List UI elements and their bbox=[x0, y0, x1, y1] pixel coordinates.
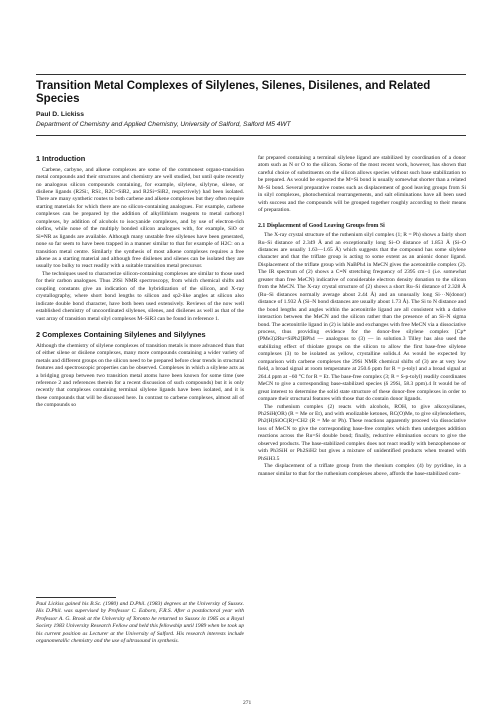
header-divider bbox=[36, 135, 466, 136]
section-heading-silylenes: 2 Complexes Containing Silylenes and Silylynes bbox=[36, 330, 206, 340]
subsection-paragraph-3: The displacement of a triflate group from the rhenium complex (4) by pyridine, in a manner similar to that for the ruthenium complexes above, affords the base-stabilized com- bbox=[258, 463, 466, 477]
left-column bbox=[36, 155, 244, 410]
footnote-rule bbox=[36, 597, 116, 598]
section-heading-introduction: 1 Introduction bbox=[36, 154, 86, 163]
subsection-paragraph-1: The X-ray crystal structure of the ruthenium silyl complex (1; R = Ph) shows a fairly short Ru–Si distance of 2.349 Å and an exceptionally long Si–O distance of 1.853 Å (Si–O distances are usually 1.63—1.65 Å) which suggests that the compound has some silylene character and that the triflate group is acting to some extent as an anionic donor ligand. Displacement of the triflate group with NaBPh4 in MeCN gives the acetonitrile complex (2). The IR spectrum of (2) shows a C≡N stretching frequency of 2395 cm−1 (i.e. somewhat greater than free MeCN) indicative of considerable electron density donation to the silicon from the MeCN. The X-ray crystal structure of (2) shows a short Ru–Si distance of 2.328 Å (Ru–Si distances normally average about 2.44 Å) and an unusually long Si···N(donor) distance of 1.932 Å (Si–N bond distances are usually about 1.73 Å). The Si to N distance and the bond lengths and angles within the acetonitrile ligand are all consistent with a dative interaction between the MeCN and the silicon rather than the presence of an Si–N sigma bond. The acetonitrile ligand in (2) is labile and exchanges with free MeCN via a dissociative process, thus providing evidence for the donor-free silylene complex [Cp*(PMe3)2Ru=SiPh2]BPh4 — analogous to (3) — in solution.3 Tilley has also used the stabilizing effect of thiolate groups on the silicon to allow the first base-free silylene complexes (3) to be isolated as yellow, crystalline solids.4 As would be expected by comparison with carbene complexes the 29Si NMR chemical shifts of (3) are at very low field, a broad signal at room temperature at 250.6 ppm for R = p-tolyl and a broad signal at 264.4 ppm at −60 °C for R = Et. The base-free complex (3; R = S-p-tolyl) readily coordinates MeCN to give a corresponding base-stabilized species (δ 29Si, 58.3 ppm).4 It would be of great interest to determine the solid state structure of these donor-free complexes in order to compare their structural features with those that do contain donor ligands. bbox=[258, 232, 466, 403]
subsection-heading-2-1: 2.1 Displacement of Good Leaving Groups from Si bbox=[258, 222, 385, 229]
section2-continuation-paragraph: far prepared containing a terminal silylene ligand are stabilized by coordination of a donor atom such as N or O to the silicon. Some of the most recent work, however, has shown that careful choice of substituents on the silicon allows species without such base stabilization to be prepared. As would be expected the M=Si bond is usually somewhat shorter than a related M–Si bond. Several preparative routes such as displacement of good leaving groups from Si in silyl complexes, photochemical rearrangements, and salt eliminations have all been used with success and the compounds will be grouped together roughly according to their means of preparation. bbox=[258, 155, 466, 214]
right-column bbox=[258, 155, 466, 478]
page-number: 271 bbox=[243, 700, 252, 706]
intro-paragraph-2: The techniques used to characterize silicon-containing complexes are similar to those used for their carbon analogues. Thus 29Si NMR spectroscopy, from which chemical shifts and coupling constants give an indication of the hybridization of the silicon, and X-ray crystallography, where short bond lengths to silicon and sp2-like angles at silicon also indicate double bond character, have both been used extensively. Reviews of the now well established chemistry of uncoordinated silylenes, silenes, and disilenes as well as that of the vast array of transition metal silyl complexes M–SiR3 can be found in reference 1. bbox=[36, 270, 244, 322]
author-affiliation: Department of Chemistry and Applied Chemistry, University of Salford, Salford M5 4WT bbox=[36, 121, 291, 128]
top-rule bbox=[36, 74, 466, 75]
article-title: Transition Metal Complexes of Silylenes, Silenes, Disilenes, and Related Species bbox=[36, 80, 431, 105]
intro-paragraph-1: Carbene, carbyne, and alkene complexes are some of the commonest organo-transition metal compounds and their structures and chemistry are well studied, but until quite recently no analogous silicon compounds containing, for example, silylene, silylyne, silene, or disilene ligands (R2Si:, RSi:, R2C=SiR2, and R2Si=SiR2, respectively) had been isolated. There are many synthetic routes to both carbene and alkene complexes but they often require starting materials for which there are no silicon-containing analogues. For example, carbene complexes can be prepared by the addition of alkyllithium reagents to metal carbonyl complexes, by addition of alcohols to isocyanide complexes, and by use of electron-rich olefins, while none of the multiply bonded silicon analogues with, for example, SiO or Si≡NR as ligands are available. Although many unstable free silylenes have been generated, none so far seem to have been trapped in a manner similar to that for example of H2C: on a transition metal centre. Similarly the synthesis of most alkene complexes requires a free alkene as a starting material and although free disilenes and silenes can be isolated they are usually too bulky to react readily with a suitable transition metal precursor. bbox=[36, 166, 244, 270]
subsection-paragraph-2: The ruthenium complex (2) reacts with alcohols, ROH, to give alkoxysilanes, Ph2SiH(OR) (R = Me or Et), and with enolizable ketones, RC(O)Me, to give silylenolethers, Ph2(H)SiOC(R)=CH2 (R = Me or Ph). These reactions apparently proceed via dissociative loss of MeCN to give the corresponding base-free complex which then undergoes addition reactions across the Ru=Si double bond; finally, reductive elimination occurs to give the observed products. The base-stabilized complex does not react readily with benzophenone or with Ph3SiH or Ph2SiH2 but gives a mixture of unidentified products when treated with PhSiH3.5 bbox=[258, 403, 466, 462]
author-biography-footnote: Paul Lickiss gained his B.Sc. (1980) and D.Phil. (1983) degrees at the University of Sussex. His D.Phil. was supervised by Professor C. Eaborn, F.R.S. After a postdoctoral year with Professor A. G. Brook at the University of Toronto he returned to Sussex in 1985 as a Royal Society 1983 University Research Fellow and held this fellowship until 1989 when he took up his current position as Lecturer at the University of Salford. His research interests include organometallic chemistry and the use of ultrasound in synthesis. bbox=[36, 601, 244, 645]
author-name: Paul D. Lickiss bbox=[36, 111, 84, 118]
section2-paragraph-1: Although the chemistry of silylene complexes of transition metals is more advanced than that of either silene or disilene complexes, many more compounds containing a wider variety of metals and different groups on the silicon need to be prepared before clear trends in structural features and spectroscopic properties can be observed. Complexes in which a silylene acts as a bridging group between two transition metal atoms have been known for some time (see reference 2 and references therein for a recent discussion of such compounds) but it is only recently that complexes containing terminal silylene ligands have been isolated, and it is these compounds that will be discussed here. In contrast to carbene complexes, almost all of the compounds so bbox=[36, 342, 244, 409]
